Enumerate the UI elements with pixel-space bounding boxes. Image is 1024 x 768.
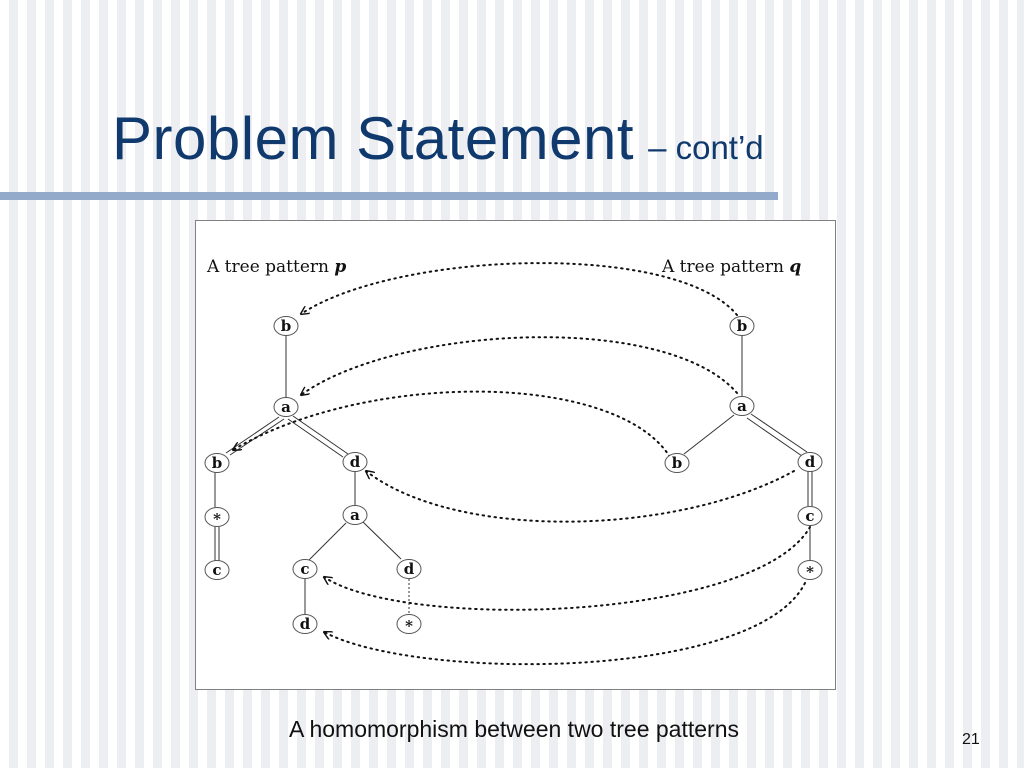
svg-text:a: a xyxy=(281,398,291,416)
svg-text:b: b xyxy=(280,317,292,335)
node-q-b-root xyxy=(730,317,754,336)
node-q-d xyxy=(798,453,822,472)
node-q-b xyxy=(665,454,689,473)
node-q-c xyxy=(798,507,822,526)
node-p-b xyxy=(205,454,229,473)
svg-text:*: * xyxy=(806,563,814,581)
tree-homomorphism-figure xyxy=(195,220,836,690)
edge-p-a-d xyxy=(363,522,401,559)
node-p-a-lower xyxy=(343,506,367,525)
figure-caption-text: A homomorphism between two tree patterns xyxy=(288,716,739,742)
node-q-a xyxy=(730,397,754,416)
svg-text:d: d xyxy=(804,453,816,471)
pattern-p-label: A tree pattern p xyxy=(207,257,347,277)
pattern-q-label: A tree pattern q xyxy=(662,257,802,277)
edge-p-a-d-outer xyxy=(293,416,348,454)
svg-text:b: b xyxy=(736,317,748,335)
node-p-star-leaf xyxy=(397,615,421,636)
node-p-d xyxy=(343,453,367,472)
edge-p-a-b-outer xyxy=(226,417,279,453)
svg-text:a: a xyxy=(737,397,747,415)
node-p-d-right xyxy=(397,560,421,579)
node-p-a xyxy=(274,398,298,417)
node-p-star xyxy=(205,508,229,529)
svg-text:c: c xyxy=(300,560,310,578)
slide-number: 21 xyxy=(962,731,980,748)
svg-text:*: * xyxy=(405,617,413,635)
title-subtitle: – cont’d xyxy=(648,129,764,166)
svg-text:b: b xyxy=(671,454,683,472)
figure-caption xyxy=(0,716,1024,743)
diagram-canvas xyxy=(196,221,837,691)
svg-text:a: a xyxy=(350,506,360,524)
edge-q-a-b xyxy=(684,415,734,454)
mapping-arrows xyxy=(233,263,810,664)
svg-text:d: d xyxy=(299,615,311,633)
svg-text:d: d xyxy=(349,453,361,471)
map-arrow-d xyxy=(366,471,794,522)
svg-text:b: b xyxy=(211,454,223,472)
edge-p-a-d-inner xyxy=(288,419,343,457)
slide-title xyxy=(112,104,764,173)
svg-text:*: * xyxy=(213,510,221,528)
map-arrow-a xyxy=(301,337,737,395)
map-arrow-star xyxy=(324,583,805,664)
edge-p-a-c xyxy=(309,523,346,560)
node-p-c-left xyxy=(205,561,229,580)
title-divider xyxy=(0,192,778,200)
svg-text:d: d xyxy=(403,560,415,578)
edge-q-a-d-outer xyxy=(751,414,807,452)
edge-q-a-d-inner xyxy=(747,418,802,456)
node-p-c xyxy=(293,560,317,579)
tree-q-edges xyxy=(684,335,815,560)
node-p-d-leaf xyxy=(293,615,317,634)
node-q-star xyxy=(798,561,822,582)
map-arrow-b xyxy=(233,392,670,457)
tree-p-nodes xyxy=(205,317,421,636)
svg-text:c: c xyxy=(212,561,222,579)
title-main: Problem Statement xyxy=(112,105,635,172)
svg-text:c: c xyxy=(805,507,815,525)
node-p-b-root xyxy=(274,317,298,336)
